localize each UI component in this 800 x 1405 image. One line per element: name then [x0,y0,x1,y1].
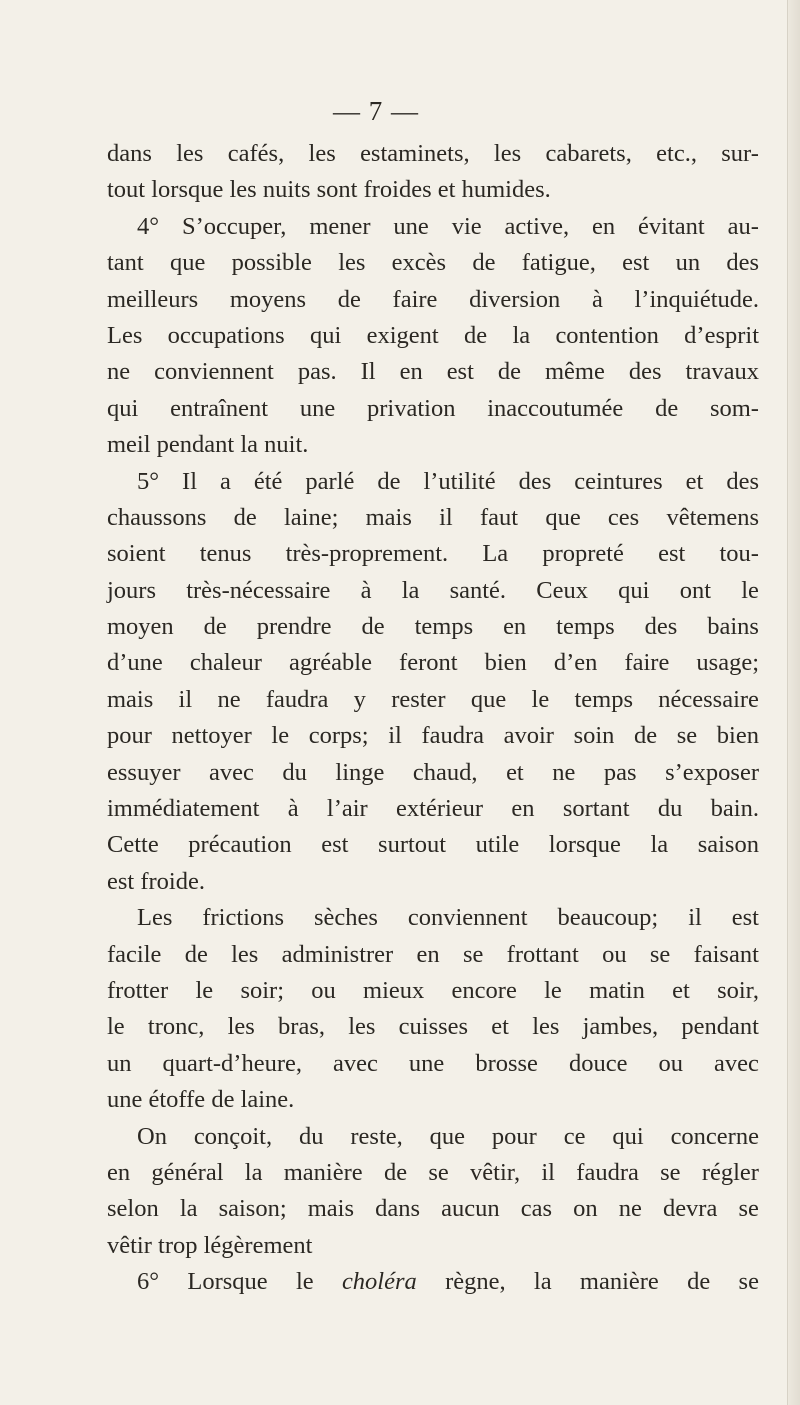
text-line: vêtir trop légèrement [107,1231,313,1259]
text-line: Les occupations qui exigent de la contention d’esprit [107,321,759,349]
text-line: selon la saison; mais dans aucun cas on ne devra se [107,1195,759,1223]
text-line: 5° Il a été parlé de l’utilité des ceintures et des [137,467,759,495]
page-edge [787,0,800,1405]
text-line: meil pendant la nuit. [107,431,309,459]
text-line: en général la manière de se vêtir, il faudra se régler [107,1158,759,1186]
text-line: dans les cafés, les estaminets, les cabarets, etc., sur- [107,140,759,167]
text-line: immédiatement à l’air extérieur en sortant du bain. [107,795,759,823]
text-line: d’une chaleur agréable feront bien d’en faire usage; [107,649,759,677]
text-line: pour nettoyer le corps; il faudra avoir soin de se bien [107,722,759,750]
text-line: une étoffe de laine. [107,1086,295,1114]
text-line: facile de les administrer en se frottant ou se faisant [107,940,759,968]
text-line: Cette précaution est surtout utile lorsque la saison [107,831,759,859]
text-line: qui entraînent une privation inaccoutumée de som- [107,394,759,422]
text-line: meilleurs moyens de faire diversion à l’inquiétude. [107,285,759,313]
text-line: On conçoit, du reste, que pour ce qui concerne [137,1122,759,1150]
text-line: le tronc, les bras, les cuisses et les jambes, pendant [107,1013,759,1041]
text-line: ne conviennent pas. Il en est de même des travaux [107,358,759,386]
text-line: un quart-d’heure, avec une brosse douce ou avec [107,1049,759,1077]
text-line: 4° S’occuper, mener une vie active, en évitant au- [137,212,759,240]
text-line: mais il ne faudra y rester que le temps nécessaire [107,685,759,713]
page-number: — 7 — [333,96,419,126]
text-line: tout lorsque les nuits sont froides et humides. [107,176,551,204]
text-line: chaussons de laine; mais il faut que ces vêtemens [107,503,759,531]
text-line: Les frictions sèches conviennent beaucoup; il est [137,904,759,932]
text-line: soient tenus très-proprement. La propreté est tou- [107,540,759,568]
text-line: essuyer avec du linge chaud, et ne pas s’exposer [107,758,759,786]
text-line: 6° Lorsque le choléra règne, la manière de se [137,1268,759,1296]
text-line: jours très-nécessaire à la santé. Ceux qui ont le [107,576,759,604]
text-line: moyen de prendre de temps en temps des bains [107,613,759,641]
text-line: tant que possible les excès de fatigue, est un des [107,249,759,277]
text-line: est froide. [107,867,205,895]
text-line: frotter le soir; ou mieux encore le matin et soir, [107,976,759,1004]
body-text [107,136,759,1301]
